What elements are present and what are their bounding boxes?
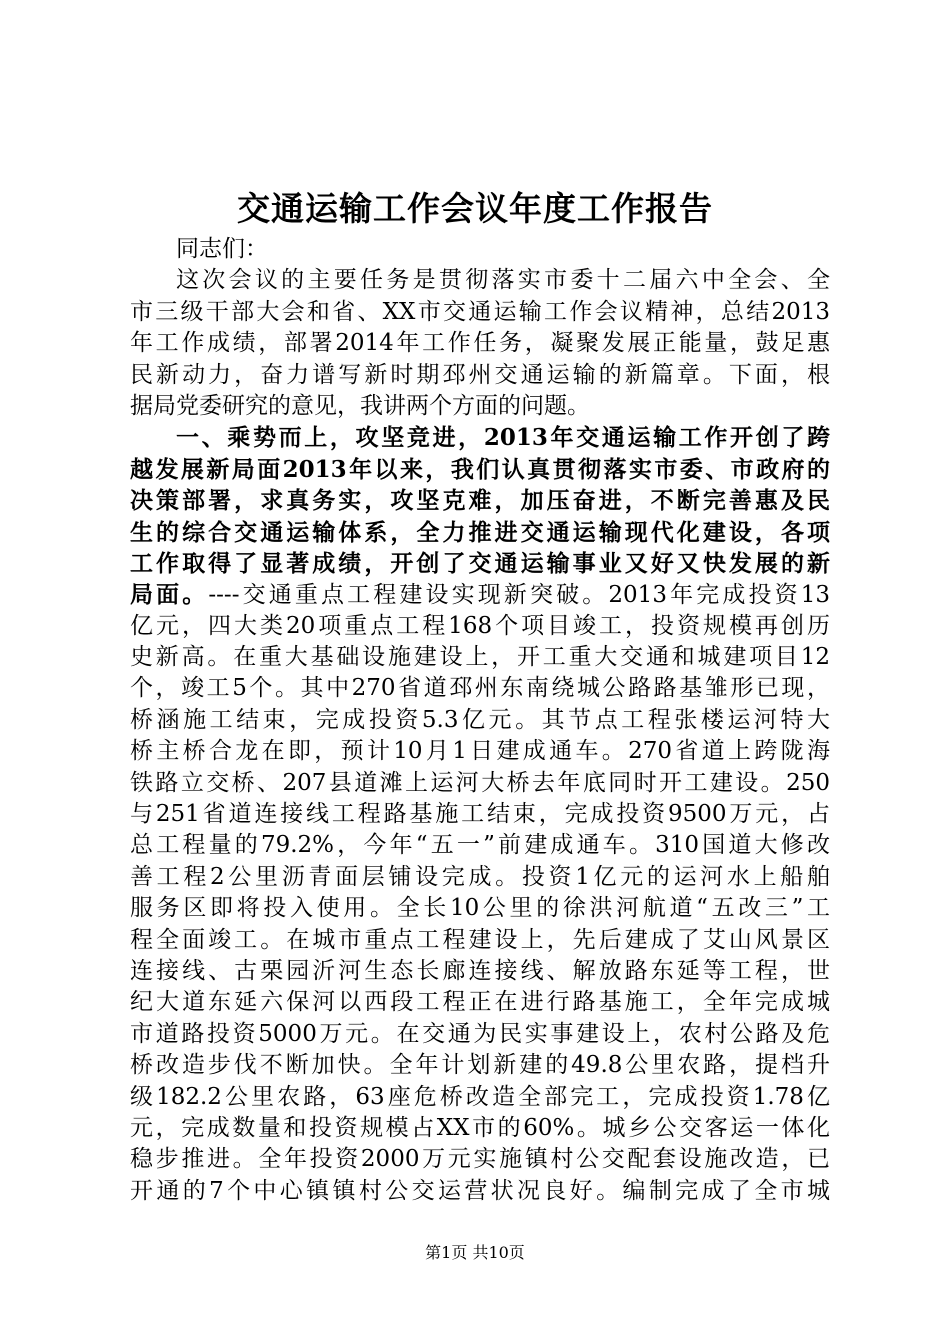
body-line: 工作取得了显著成绩，开创了交通运输事业又好又快发展的新 [130, 549, 830, 577]
body-line: 个，竣工5个。其中270省道邳州东南绕城公路路基雏形已现， [130, 675, 830, 702]
body-line: 年工作成绩，部署2014年工作任务，凝聚发展正能量，鼓足惠 [130, 330, 830, 357]
body-line: 与251省道连接线工程路基施工结束，完成投资9500万元，占 [130, 801, 830, 828]
body-line: 民新动力，奋力谱写新时期邳州交通运输的新篇章。下面，根 [130, 361, 830, 388]
body-line: 决策部署，求真务实，攻坚克难，加压奋进，不断完善惠及民 [130, 487, 830, 515]
body-line: 级182.2公里农路，63座危桥改造全部完工，完成投资1.78亿 [130, 1083, 830, 1110]
document-body [130, 234, 830, 1207]
body-line: 亿元，四大类20项重点工程168个项目竣工，投资规模再创历 [130, 612, 830, 639]
body-line: 程全面竣工。在城市重点工程建设上，先后建成了艾山风景区 [130, 926, 830, 953]
body-line: 铁路立交桥、207县道滩上运河大桥去年底同时开工建设。250 [130, 769, 830, 796]
body-line: 同志们： [176, 236, 268, 262]
body-line: 一、乘势而上，攻坚竞进，2013年交通运输工作开创了跨 [176, 424, 830, 452]
body-line: 市三级干部大会和省、XX市交通运输工作会议精神，总结2013 [130, 298, 830, 325]
section-heading-end: 局面。 [130, 581, 209, 609]
body-line: 善工程2公里沥青面层铺设完成。投资1亿元的运河水上船舶 [130, 863, 830, 890]
body-line: 据局党委研究的意见，我讲两个方面的问题。 [130, 392, 590, 419]
body-line: 越发展新局面2013年以来，我们认真贯彻落实市委、市政府的 [130, 455, 830, 483]
body-line: 桥涵施工结束，完成投资5.3亿元。其节点工程张楼运河特大 [130, 706, 830, 733]
document-title: 交通运输工作会议年度工作报告 [237, 189, 713, 228]
body-line: 市道路投资5000万元。在交通为民实事建设上，农村公路及危 [130, 1020, 830, 1047]
body-line: 总工程量的79.2%，今年“五一”前建成通车。310国道大修改 [130, 832, 830, 859]
body-line: 开通的7个中心镇镇村公交运营状况良好。编制完成了全市城 [130, 1177, 830, 1204]
body-line: 桥主桥合龙在即，预计10月1日建成通车。270省道上跨陇海 [130, 738, 830, 765]
body-line: 纪大道东延六保河以西段工程正在进行路基施工，全年完成城 [130, 989, 830, 1016]
body-line: 生的综合交通运输体系，全力推进交通运输现代化建设，各项 [130, 518, 830, 546]
body-line [130, 579, 830, 610]
body-line: 元，完成数量和投资规模占XX市的60%。城乡公交客运一体化 [130, 1114, 830, 1141]
body-line: 连接线、古栗园沂河生态长廊连接线、解放路东延等工程，世 [130, 957, 830, 984]
paragraph-text: ----交通重点工程建设实现新突破。2013年完成投资13 [208, 582, 830, 609]
body-line: 这次会议的主要任务是贯彻落实市委十二届六中全会、全 [176, 267, 830, 294]
body-line: 史新高。在重大基础设施建设上，开工重大交通和城建项目12 [130, 644, 830, 671]
body-line: 服务区即将投入使用。全长10公里的徐洪河航道“五改三”工 [130, 895, 830, 922]
body-line: 稳步推进。全年投资2000万元实施镇村公交配套设施改造，已 [130, 1146, 830, 1173]
body-line: 桥改造步伐不断加快。全年计划新建的49.8公里农路，提档升 [130, 1052, 830, 1079]
page-footer: 第1页 共10页 [425, 1243, 525, 1262]
